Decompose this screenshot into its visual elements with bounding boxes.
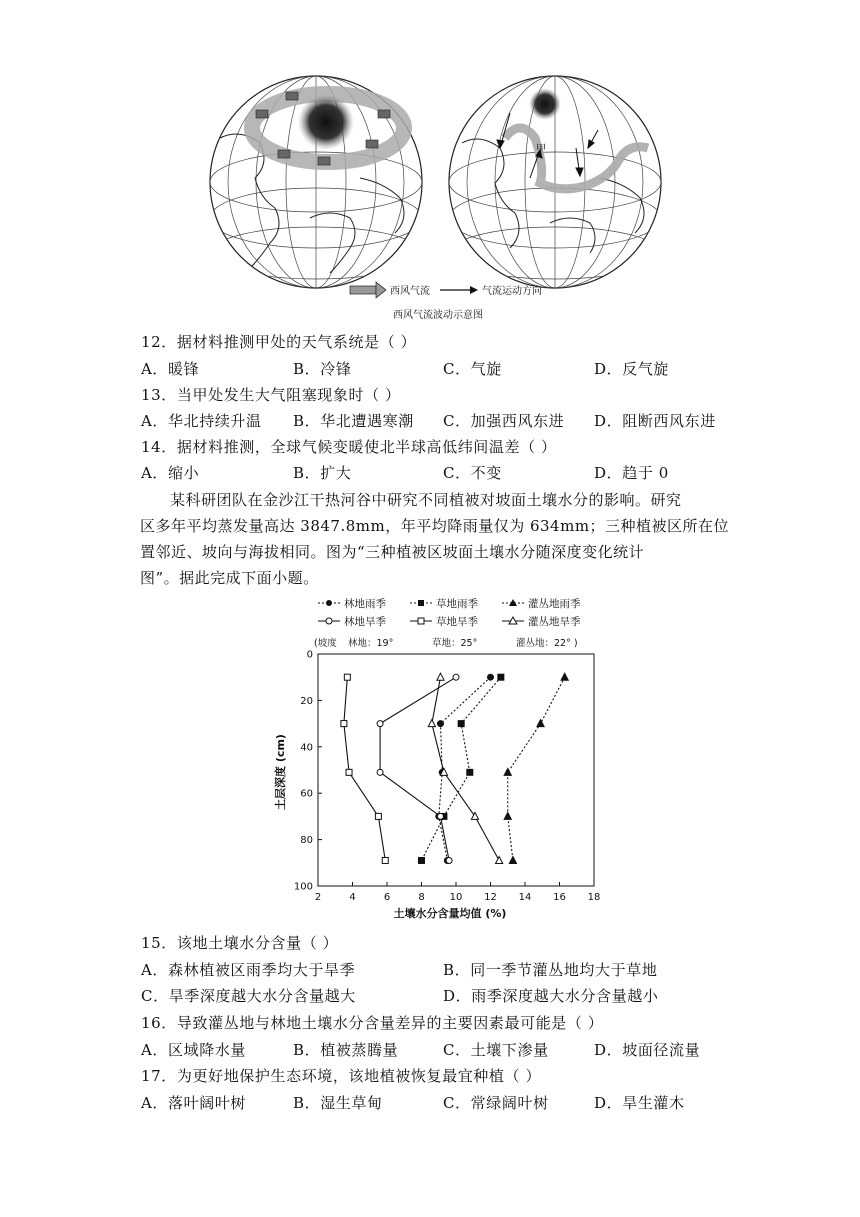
x-tick-label: 6 (383, 892, 391, 903)
data-point (496, 856, 503, 863)
legend-forest-dry (318, 615, 386, 628)
plot-area (294, 650, 600, 904)
passage (140, 487, 740, 591)
soil-moisture-chart (270, 592, 610, 922)
data-point (377, 769, 383, 775)
y-tick-label: 20 (300, 695, 313, 707)
data-point (419, 857, 425, 863)
q16-option-c: C．土壤下渗量 (443, 1041, 549, 1059)
data-point (382, 857, 388, 863)
q14-option-c: C．不变 (443, 464, 502, 482)
svg-text:灌丛地雨季: 灌丛地雨季 (528, 598, 581, 610)
q13-option-b: B．华北遭遇寒潮 (293, 412, 414, 430)
chart-legend (318, 597, 581, 628)
data-point (504, 812, 511, 819)
x-tick-label: 4 (349, 892, 356, 903)
q12-option-b: B．冷锋 (293, 360, 352, 378)
q15-option-c: C．旱季深度越大水分含量越大 (141, 987, 356, 1005)
data-point (504, 768, 511, 775)
right-globe (449, 76, 661, 288)
q15-option-b: B．同一季节灌丛地均大于草地 (443, 961, 658, 979)
series-line (508, 677, 565, 860)
y-tick-label: 40 (300, 742, 313, 754)
svg-text:灌丛地：22° ): 灌丛地：22° ) (516, 638, 578, 649)
q12-option-a: A．暖锋 (141, 360, 200, 378)
q12-option-c: C．气旋 (443, 360, 502, 378)
x-tick-label: 12 (484, 892, 497, 903)
q17-option-c: C．常绿阔叶树 (443, 1094, 549, 1112)
q16-option-d: D．坡面径流量 (594, 1041, 701, 1059)
data-point (458, 721, 464, 727)
x-tick-label: 2 (314, 892, 322, 903)
data-point (467, 769, 473, 775)
question-14: 14．据材料推测，全球气候变暖使北半球高低纬间温差（ ） (141, 438, 557, 456)
legend-grass-rainy (410, 597, 478, 610)
westerly-wave-figure (200, 68, 670, 330)
x-tick-label: 18 (587, 892, 601, 903)
data-point (488, 674, 494, 680)
question-13: 13．当甲处发生大气阻塞现象时（ ） (141, 386, 401, 404)
data-point (437, 673, 444, 680)
data-point (375, 813, 381, 819)
svg-text:草地：25°: 草地：25° (432, 638, 478, 649)
svg-text:草地旱季: 草地旱季 (436, 616, 478, 628)
q15-option-a: A．森林植被区雨季均大于旱季 (141, 961, 356, 979)
question-16: 16．导致灌丛地与林地土壤水分含量差异的主要因素最可能是（ ） (141, 1014, 604, 1032)
slope-note (314, 637, 578, 649)
data-point (341, 721, 347, 727)
passage-line-1: 某科研团队在金沙江干热河谷中研究不同植被对坡面土壤水分的影响。研究 (170, 491, 682, 509)
westerly-legend-arrow-icon (350, 282, 386, 298)
question-17: 17．为更好地保护生态环境，该地植被恢复最宜种植（ ） (141, 1067, 542, 1085)
y-tick-label: 100 (293, 881, 313, 893)
legend-forest-rainy (318, 597, 386, 610)
q13-option-c: C．加强西风东进 (443, 412, 565, 430)
q14-option-a: A．缩小 (141, 464, 200, 482)
data-point (561, 673, 568, 680)
data-point (453, 674, 459, 680)
data-point (377, 721, 383, 727)
q16-option-a: A．区域降水量 (141, 1041, 247, 1059)
left-globe (210, 76, 422, 288)
data-point (446, 857, 452, 863)
x-axis-label: 土壤水分含量均值 (%) (393, 907, 507, 920)
data-point (346, 769, 352, 775)
y-tick-label: 60 (300, 788, 313, 800)
q13-option-d: D．阻断西风东进 (594, 412, 716, 430)
passage-line-3: 置邻近、坡向与海拔相同。图为“三种植被区坡面土壤水分随深度变化统计 (140, 543, 645, 561)
jia-marker: 甲 (536, 144, 546, 155)
q14-option-d: D．趋于 0 (594, 464, 669, 482)
q13-option-a: A．华北持续升温 (141, 412, 262, 430)
figure1-legend (350, 282, 542, 298)
q17-option-a: A．落叶阔叶树 (141, 1094, 247, 1112)
westerly-legend-label: 西风气流 (390, 286, 430, 297)
x-tick-label: 16 (553, 892, 566, 903)
y-axis-label: 土层深度 (cm) (274, 734, 287, 810)
figure1-caption: 西风气流波动示意图 (393, 310, 483, 321)
svg-text:灌丛地旱季: 灌丛地旱季 (528, 616, 581, 628)
svg-text:(坡度: (坡度 (314, 638, 337, 649)
question-12: 12．据材料推测甲处的天气系统是（ ） (141, 333, 417, 351)
series-line (439, 677, 491, 860)
q12-option-d: D．反气旋 (594, 360, 670, 378)
x-tick-label: 8 (418, 892, 425, 903)
data-point (437, 813, 443, 819)
q14-option-b: B．扩大 (293, 464, 352, 482)
data-point (498, 674, 504, 680)
plot-frame (318, 654, 594, 886)
question-15: 15．该地土壤水分含量（ ） (141, 934, 339, 952)
q17-option-b: B．湿生草甸 (293, 1094, 383, 1112)
data-point (344, 674, 350, 680)
data-point (428, 720, 435, 727)
svg-text:草地雨季: 草地雨季 (436, 598, 478, 610)
data-point (437, 721, 443, 727)
x-tick-label: 10 (449, 892, 463, 903)
flow-legend-label: 气流运动方向 (482, 286, 542, 297)
q16-option-b: B．植被蒸腾量 (293, 1041, 399, 1059)
q17-option-d: D．旱生灌木 (594, 1094, 685, 1112)
y-tick-label: 0 (306, 649, 313, 661)
svg-text:林地：19°: 林地：19° (348, 638, 394, 649)
legend-grass-dry (410, 615, 478, 628)
svg-text:林地雨季: 林地雨季 (344, 598, 386, 610)
x-tick-label: 14 (518, 892, 532, 903)
q15-option-d: D．雨季深度越大水分含量越小 (443, 987, 659, 1005)
data-point (509, 856, 516, 863)
data-point (537, 720, 544, 727)
legend-shrub-dry (502, 615, 581, 628)
flow-legend-arrow-icon (440, 286, 478, 294)
svg-text:林地旱季: 林地旱季 (344, 616, 386, 628)
passage-line-2: 区多年平均蒸发量高达 3847.8mm，年平均降雨量仅为 634mm；三种植被区所在位 (140, 517, 730, 535)
y-tick-label: 80 (300, 835, 313, 847)
passage-line-4: 图”。据此完成下面小题。 (140, 569, 319, 587)
legend-shrub-rainy (502, 597, 581, 610)
